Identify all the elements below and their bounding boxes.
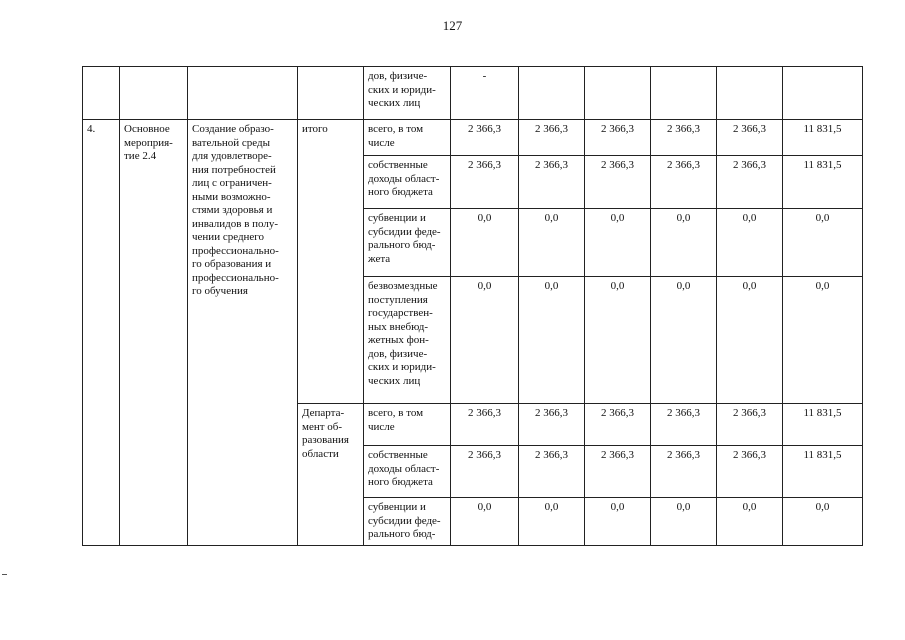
value-cell: 0,0 [451, 498, 519, 546]
total-value-cell: 0,0 [783, 209, 863, 277]
value-cell: 2 366,3 [585, 120, 651, 156]
value-cell: 2 366,3 [651, 120, 717, 156]
value-cell: 2 366,3 [519, 404, 585, 446]
funding-source-cell: всего, в том числе [364, 404, 451, 446]
activity-name: Создание образо- вательной среды для удовлетворе- ния потребностей лиц с ограничен- ными возможно- стями здоровья и инвалидов в полу- чении среднего профессионально- го образования и профессионально- го обучения [188, 120, 298, 546]
value-cell: 0,0 [651, 498, 717, 546]
value-cell: 2 366,3 [451, 404, 519, 446]
value-cell [651, 67, 717, 120]
margin-mark [2, 574, 7, 575]
value-cell: 2 366,3 [651, 156, 717, 209]
value-cell: 0,0 [451, 277, 519, 404]
value-cell: 2 366,3 [451, 446, 519, 498]
executor-cell-empty [298, 67, 364, 120]
funding-source-cell: собственные доходы област- ного бюджета [364, 446, 451, 498]
total-value-cell: 11 831,5 [783, 156, 863, 209]
page-number: 127 [442, 18, 463, 33]
activity-number: 4. [83, 120, 120, 546]
value-cell: 2 366,3 [585, 156, 651, 209]
executor-cell: Департа- мент об- разования области [298, 404, 364, 546]
value-cell: 0,0 [651, 209, 717, 277]
value-cell: 2 366,3 [651, 446, 717, 498]
value-cell: 2 366,3 [519, 446, 585, 498]
total-value-cell: 11 831,5 [783, 120, 863, 156]
value-cell [585, 67, 651, 120]
value-cell: 0,0 [519, 209, 585, 277]
value-cell: 2 366,3 [451, 156, 519, 209]
table-body [83, 67, 863, 546]
name-cell-empty [188, 67, 298, 120]
value-cell: 0,0 [519, 498, 585, 546]
value-cell: 2 366,3 [585, 404, 651, 446]
budget-table [82, 66, 863, 546]
value-cell: - [451, 67, 519, 120]
value-cell [717, 67, 783, 120]
funding-source-cell: всего, в том числе [364, 120, 451, 156]
total-value-cell: 11 831,5 [783, 404, 863, 446]
value-cell: 2 366,3 [519, 120, 585, 156]
value-cell [783, 67, 863, 120]
value-cell: 0,0 [451, 209, 519, 277]
type-cell-empty [120, 67, 188, 120]
value-cell: 0,0 [717, 209, 783, 277]
value-cell: 2 366,3 [519, 156, 585, 209]
total-value-cell: 0,0 [783, 498, 863, 546]
total-value-cell: 0,0 [783, 277, 863, 404]
value-cell: 2 366,3 [451, 120, 519, 156]
value-cell: 2 366,3 [717, 120, 783, 156]
value-cell [519, 67, 585, 120]
value-cell: 0,0 [651, 277, 717, 404]
table-row [83, 120, 863, 156]
funding-source-cell: собственные доходы област- ного бюджета [364, 156, 451, 209]
executor-cell: итого [298, 120, 364, 404]
continuation-row [83, 67, 863, 120]
funding-source-cell: субвенции и субсидии феде- рального бюд- [364, 498, 451, 546]
value-cell: 2 366,3 [717, 156, 783, 209]
funding-source-cell: безвозмездные поступления государствен- ных внебюд- жетных фон- дов, физиче- ских и юриди- ческих лиц [364, 277, 451, 404]
funding-source-cell: субвенции и субсидии феде- рального бюд- жета [364, 209, 451, 277]
value-cell: 2 366,3 [717, 404, 783, 446]
value-cell: 0,0 [519, 277, 585, 404]
value-cell: 0,0 [585, 277, 651, 404]
value-cell: 2 366,3 [717, 446, 783, 498]
total-value-cell: 11 831,5 [783, 446, 863, 498]
activity-type: Основное мероприя- тие 2.4 [120, 120, 188, 546]
value-cell: 0,0 [717, 277, 783, 404]
funding-source-cell: дов, физиче- ских и юриди- ческих лиц [364, 67, 451, 120]
value-cell: 0,0 [717, 498, 783, 546]
number-cell-empty [83, 67, 120, 120]
value-cell: 2 366,3 [651, 404, 717, 446]
value-cell: 2 366,3 [585, 446, 651, 498]
value-cell: 0,0 [585, 498, 651, 546]
value-cell: 0,0 [585, 209, 651, 277]
